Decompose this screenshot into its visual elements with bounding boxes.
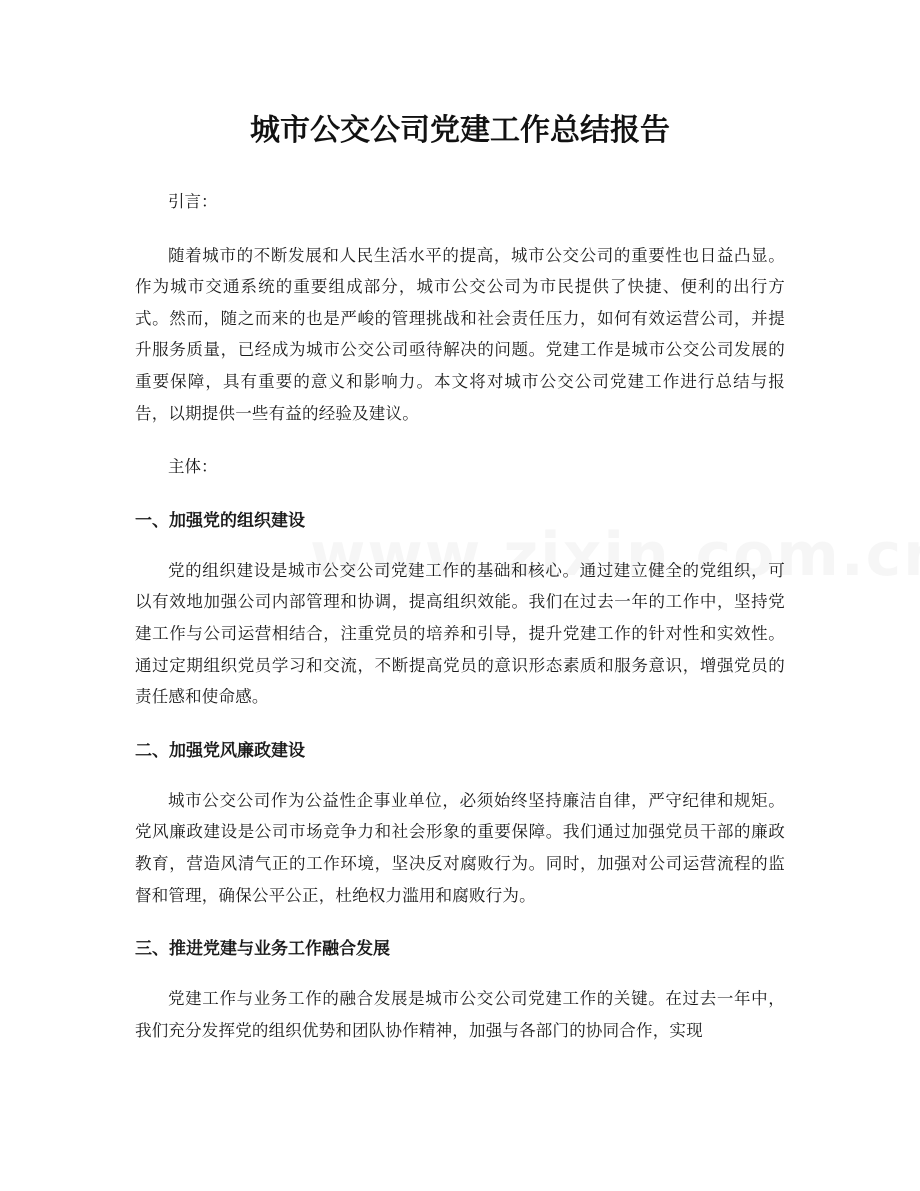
document-body: [135, 186, 785, 1068]
section-paragraph-1: 党的组织建设是城市公交公司党建工作的基础和核心。通过建立健全的党组织，可以有效地加强公司内部管理和协调，提高组织效能。我们在过去一年的工作中，坚持党建工作与公司运营相结合，注重党员的培养和引导，提升党建工作的针对性和实效性。通过定期组织党员学习和交流，不断提高党员的意识形态素质和服务意识，增强党员的责任感和使命感。: [135, 560, 785, 707]
section-paragraph-2: 城市公交公司作为公益性企事业单位，必须始终坚持廉洁自律，严守纪律和规矩。党风廉政建设是公司市场竞争力和社会形象的重要保障。我们通过加强党员干部的廉政教育，营造风清气正的工作环境，坚决反对腐败行为。同时，加强对公司运营流程的监督和管理，确保公平公正，杜绝权力滥用和腐败行为。: [135, 790, 785, 905]
document-title: 城市公交公司党建工作总结报告: [250, 113, 670, 148]
body-label: 主体：: [168, 457, 218, 477]
section-heading-2: 二、加强党风廉政建设: [135, 740, 305, 761]
section-paragraph-3: 党建工作与业务工作的融合发展是城市公交公司党建工作的关键。在过去一年中，我们充分发挥党的组织优势和团队协作精神，加强与各部门的协同合作，实现: [135, 989, 785, 1040]
section-heading-3: 三、推进党建与业务工作融合发展: [135, 939, 390, 960]
intro-label: 引言：: [168, 192, 218, 211]
section-heading-1: 一、加强党的组织建设: [135, 510, 305, 531]
intro-paragraph: 随着城市的不断发展和人民生活水平的提高，城市公交公司的重要性也日益凸显。作为城市交通系统的重要组成部分，城市公交公司为市民提供了快捷、便利的出行方式。然而，随之而来的也是严峻的管理挑战和社会责任压力，如何有效运营公司，并提升服务质量，已经成为城市公交公司亟待解决的问题。党建工作是城市公交公司发展的重要保障，具有重要的意义和影响力。本文将对城市公交公司党建工作进行总结与报告，以期提供一些有益的经验及建议。: [135, 245, 785, 423]
